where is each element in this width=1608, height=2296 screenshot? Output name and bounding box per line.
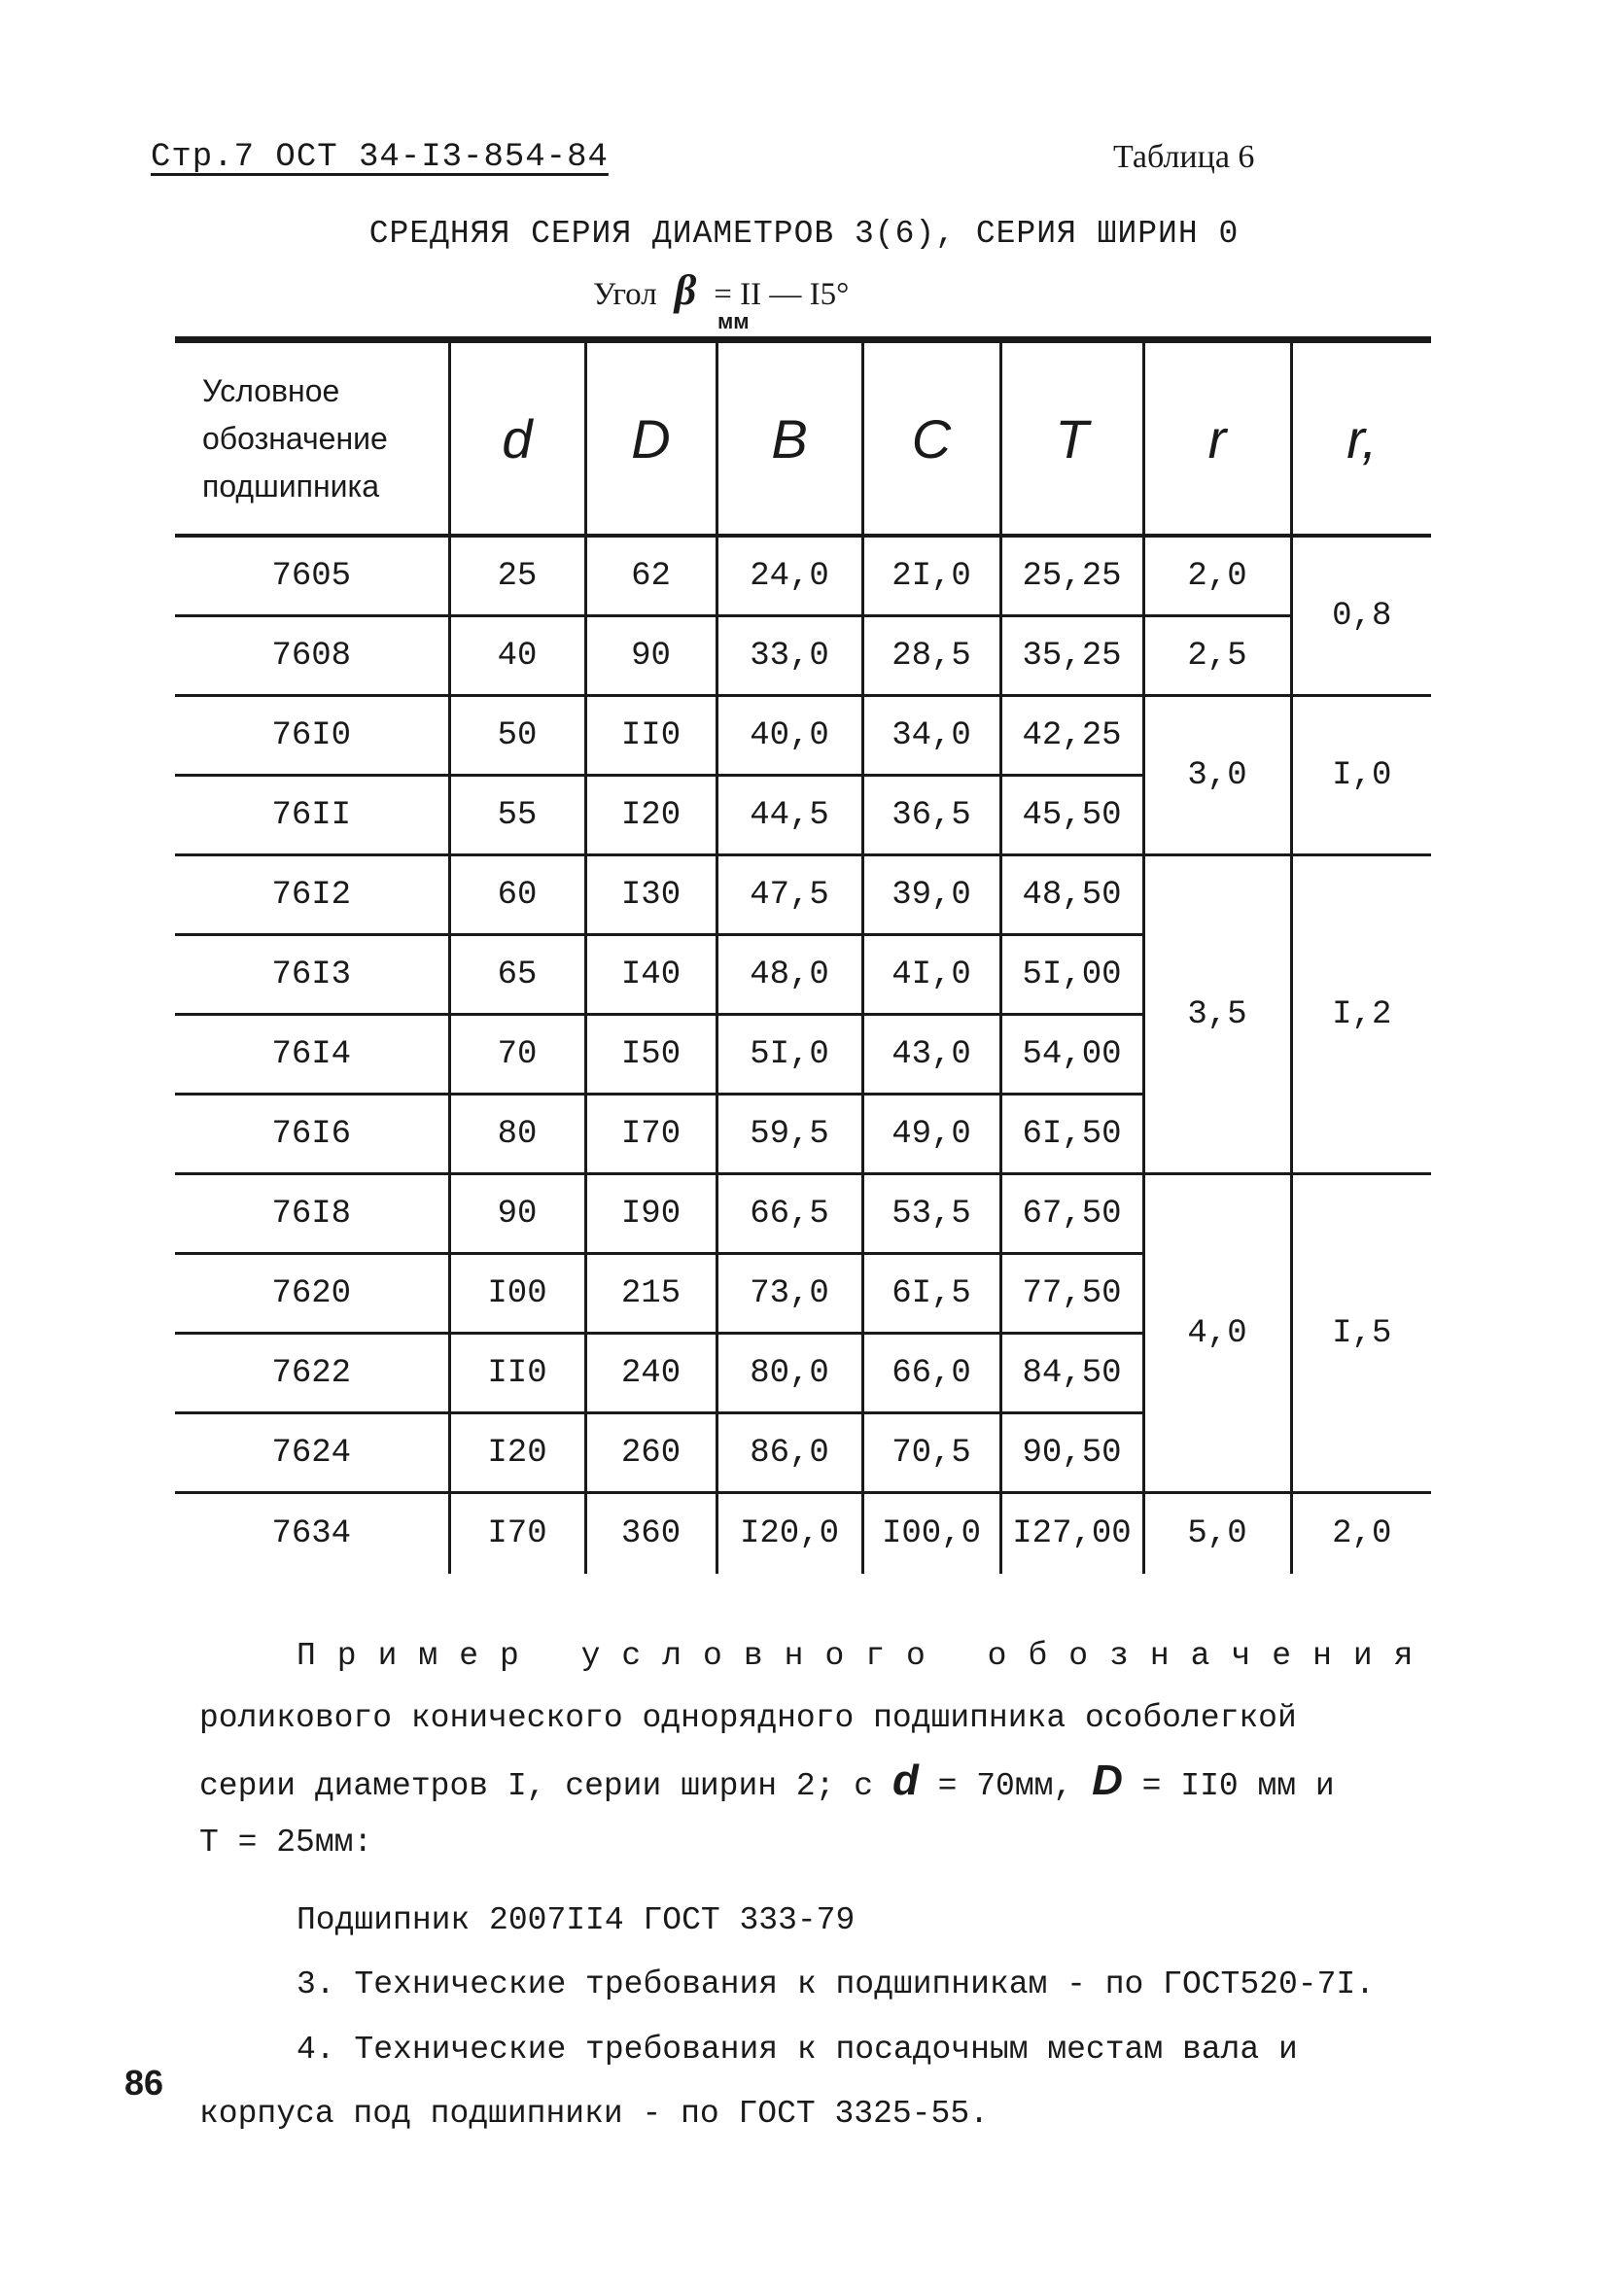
cell-C: 4I,0	[862, 935, 1000, 1015]
cell-B: 66,5	[717, 1174, 862, 1254]
cell-r: 2,0	[1143, 536, 1291, 616]
cell-T: 35,25	[1000, 616, 1143, 696]
example-heading: Пример условного обозначения	[297, 1638, 1435, 1674]
cell-D: 215	[585, 1254, 717, 1334]
cell-designation: 7605	[175, 536, 449, 616]
cell-C: 53,5	[862, 1174, 1000, 1254]
bearing-table	[175, 336, 1431, 1574]
cell-D: I50	[585, 1015, 717, 1095]
cell-r1: 0,8	[1291, 536, 1431, 696]
cell-d: 55	[449, 776, 585, 855]
page-number: 86	[124, 2063, 164, 2103]
cell-T: 77,50	[1000, 1254, 1143, 1334]
col-header-d: d	[449, 340, 585, 537]
cell-B: 48,0	[717, 935, 862, 1015]
cell-C: 36,5	[862, 776, 1000, 855]
angle-prefix: Угол	[593, 277, 657, 312]
table-row	[175, 1174, 1431, 1254]
col-header-r1: r,	[1291, 340, 1431, 537]
cell-C: 49,0	[862, 1095, 1000, 1174]
angle-value: = II — I5°	[714, 277, 850, 312]
cell-d: 80	[449, 1095, 585, 1174]
cell-designation: 7620	[175, 1254, 449, 1334]
cell-r: 3,0	[1143, 696, 1291, 855]
cell-B: 59,5	[717, 1095, 862, 1174]
cell-C: 34,0	[862, 696, 1000, 776]
col-header-B: B	[717, 340, 862, 537]
unit-label: мм	[717, 309, 750, 333]
cell-D: II0	[585, 696, 717, 776]
cell-T: 6I,50	[1000, 1095, 1143, 1174]
cell-T: 67,50	[1000, 1174, 1143, 1254]
cell-C: 70,5	[862, 1413, 1000, 1493]
example-line-1: роликового конического однорядного подшипника особолегкой	[199, 1700, 1297, 1736]
cell-designation: 7624	[175, 1413, 449, 1493]
cell-d: 60	[449, 855, 585, 935]
cell-T: 42,25	[1000, 696, 1143, 776]
cell-C: 43,0	[862, 1015, 1000, 1095]
col-header-designation: Условное обозначение подшипника	[175, 340, 449, 537]
cell-designation: 76I0	[175, 696, 449, 776]
cell-d: 70	[449, 1015, 585, 1095]
beta-symbol: β	[674, 266, 697, 314]
cell-D: 62	[585, 536, 717, 616]
example-line-2b: = 70мм,	[937, 1768, 1073, 1804]
cell-designation: 76I4	[175, 1015, 449, 1095]
cell-C: 39,0	[862, 855, 1000, 935]
cell-B: 73,0	[717, 1254, 862, 1334]
cell-r1: I,0	[1291, 696, 1431, 855]
col-header-D: D	[585, 340, 717, 537]
cell-r1: I,2	[1291, 855, 1431, 1174]
d-symbol: d	[891, 1757, 919, 1804]
cell-designation: 76II	[175, 776, 449, 855]
cell-r: 2,5	[1143, 616, 1291, 696]
table-header-row	[175, 340, 1431, 537]
cell-B: 40,0	[717, 696, 862, 776]
example-line-2c: = II0 мм и	[1141, 1768, 1335, 1804]
cell-D: I30	[585, 855, 717, 935]
cell-C: I00,0	[862, 1493, 1000, 1575]
cell-T: 25,25	[1000, 536, 1143, 616]
cell-r: 4,0	[1143, 1174, 1291, 1493]
cell-D: I40	[585, 935, 717, 1015]
cell-B: 80,0	[717, 1334, 862, 1413]
cell-designation: 76I8	[175, 1174, 449, 1254]
cell-d: 90	[449, 1174, 585, 1254]
D-symbol: D	[1092, 1757, 1123, 1804]
cell-d: 40	[449, 616, 585, 696]
cell-B: 5I,0	[717, 1015, 862, 1095]
cell-d: I70	[449, 1493, 585, 1575]
table-label: Таблица 6	[1113, 139, 1255, 175]
angle-line	[593, 265, 849, 315]
cell-r: 3,5	[1143, 855, 1291, 1174]
example-line-2a: серии диаметров I, серии ширин 2; с	[199, 1768, 874, 1804]
cell-B: 47,5	[717, 855, 862, 935]
table-row	[175, 696, 1431, 776]
cell-D: I90	[585, 1174, 717, 1254]
cell-C: 28,5	[862, 616, 1000, 696]
example-line-2	[199, 1750, 1405, 1818]
cell-D: 360	[585, 1493, 717, 1575]
table-row	[175, 536, 1431, 616]
cell-B: 33,0	[717, 616, 862, 696]
paragraph-3: 3. Технические требования к подшипникам - по ГОСТ520-7I.	[297, 1966, 1375, 2002]
cell-designation: 7622	[175, 1334, 449, 1413]
paragraph-4-continued: корпуса под подшипники - по ГОСТ 3325-55.	[199, 2096, 989, 2132]
example-line-3: Т = 25мм:	[199, 1825, 373, 1861]
cell-B: 86,0	[717, 1413, 862, 1493]
cell-C: 66,0	[862, 1334, 1000, 1413]
cell-T: 84,50	[1000, 1334, 1143, 1413]
col-header-C: C	[862, 340, 1000, 537]
cell-B: 24,0	[717, 536, 862, 616]
cell-d: I20	[449, 1413, 585, 1493]
cell-T: 48,50	[1000, 855, 1143, 935]
cell-designation: 76I6	[175, 1095, 449, 1174]
paragraph-4: 4. Технические требования к посадочным местам вала и	[297, 2032, 1298, 2068]
cell-designation: 76I2	[175, 855, 449, 935]
table-title: СРЕДНЯЯ СЕРИЯ ДИАМЕТРОВ 3(6), СЕРИЯ ШИРИН 0	[368, 216, 1240, 252]
cell-D: 260	[585, 1413, 717, 1493]
cell-D: I70	[585, 1095, 717, 1174]
cell-r1: I,5	[1291, 1174, 1431, 1493]
cell-d: I00	[449, 1254, 585, 1334]
example-designation: Подшипник 2007II4 ГОСТ 333-79	[297, 1902, 856, 1938]
cell-B: 44,5	[717, 776, 862, 855]
cell-T: I27,00	[1000, 1493, 1143, 1575]
cell-d: II0	[449, 1334, 585, 1413]
table-row	[175, 1493, 1431, 1575]
header-document-reference: Стр.7 ОСТ 34-I3-854-84	[151, 139, 609, 176]
cell-designation: 7634	[175, 1493, 449, 1575]
cell-d: 50	[449, 696, 585, 776]
cell-D: I20	[585, 776, 717, 855]
cell-D: 240	[585, 1334, 717, 1413]
table-row	[175, 616, 1431, 696]
cell-d: 65	[449, 935, 585, 1015]
table-row	[175, 855, 1431, 935]
cell-r1: 2,0	[1291, 1493, 1431, 1575]
cell-r: 5,0	[1143, 1493, 1291, 1575]
cell-C: 2I,0	[862, 536, 1000, 616]
cell-designation: 76I3	[175, 935, 449, 1015]
cell-D: 90	[585, 616, 717, 696]
col-header-r: r	[1143, 340, 1291, 537]
cell-T: 45,50	[1000, 776, 1143, 855]
cell-T: 5I,00	[1000, 935, 1143, 1015]
col-header-T: T	[1000, 340, 1143, 537]
cell-T: 90,50	[1000, 1413, 1143, 1493]
cell-C: 6I,5	[862, 1254, 1000, 1334]
cell-B: I20,0	[717, 1493, 862, 1575]
cell-d: 25	[449, 536, 585, 616]
cell-T: 54,00	[1000, 1015, 1143, 1095]
cell-designation: 7608	[175, 616, 449, 696]
